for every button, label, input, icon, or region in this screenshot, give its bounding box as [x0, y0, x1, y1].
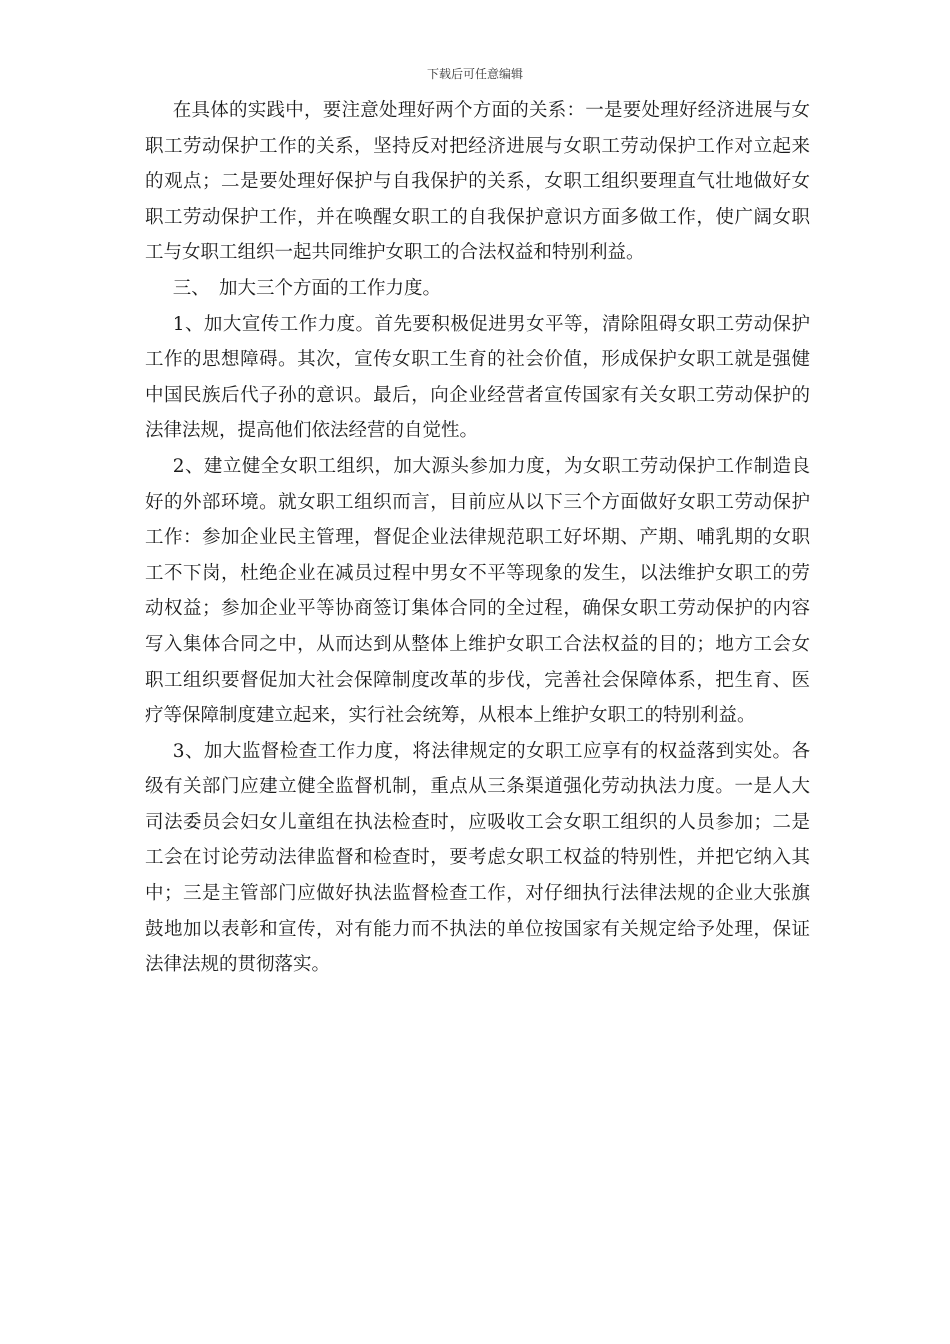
paragraph-item-3: 3、加大监督检查工作力度，将法律规定的女职工应享有的权益落到实处。各级有关部门应建立健全监督机制，重点从三条渠道强化劳动执法力度。一是人大司法委员会妇女儿童组在执法检查时，应吸收工会女职工组织的人员参加；二是工会在讨论劳动法律监督和检查时，要考虑女职工权益的特别性，并把它纳入其中；三是主管部门应做好执法监督检查工作，对仔细执行法律法规的企业大张旗鼓地加以表彰和宣传，对有能力而不执法的单位按国家有关规定给予处理，保证法律法规的贯彻落实。: [145, 740, 810, 976]
section-heading-three: 三、 加大三个方面的工作力度。: [172, 277, 442, 299]
page-header: 下载后可任意编辑: [426, 67, 523, 81]
paragraph-item-2: 2、建立健全女职工组织，加大源头参加力度，为女职工劳动保护工作制造良好的外部环境。就女职工组织而言，目前应从以下三个方面做好女职工劳动保护工作：参加企业民主管理，督促企业法律规范职工好坏期、产期、哺乳期的女职工不下岗，杜绝企业在减员过程中男女不平等现象的发生，以法维护女职工的劳动权益；参加企业平等协商签订集体合同的全过程，确保女职工劳动保护的内容写入集体合同之中，从而达到从整体上维护女职工合法权益的目的；地方工会女职工组织要督促加大社会保障制度改革的步伐，完善社会保障体系，把生育、医疗等保障制度建立起来，实行社会统筹，从根本上维护女职工的特别利益。: [145, 455, 810, 727]
paragraph-relations: 在具体的实践中，要注意处理好两个方面的关系：一是要处理好经济进展与女职工劳动保护工作的关系，坚持反对把经济进展与女职工劳动保护工作对立起来的观点；二是要处理好保护与自我保护的关系，女职工组织要理直气壮地做好女职工劳动保护工作，并在唤醒女职工的自我保护意识方面多做工作，使广阔女职工与女职工组织一起共同维护女职工的合法权益和特别利益。: [145, 100, 810, 264]
document-body: [145, 93, 810, 983]
paragraph-item-1: 1、加大宣传工作力度。首先要积极促进男女平等，清除阻碍女职工劳动保护工作的思想障碍。其次，宣传女职工生育的社会价值，形成保护女职工就是强健中国民族后代子孙的意识。最后，向企业经营者宣传国家有关女职工劳动保护的法律法规，提高他们依法经营的自觉性。: [145, 313, 810, 442]
